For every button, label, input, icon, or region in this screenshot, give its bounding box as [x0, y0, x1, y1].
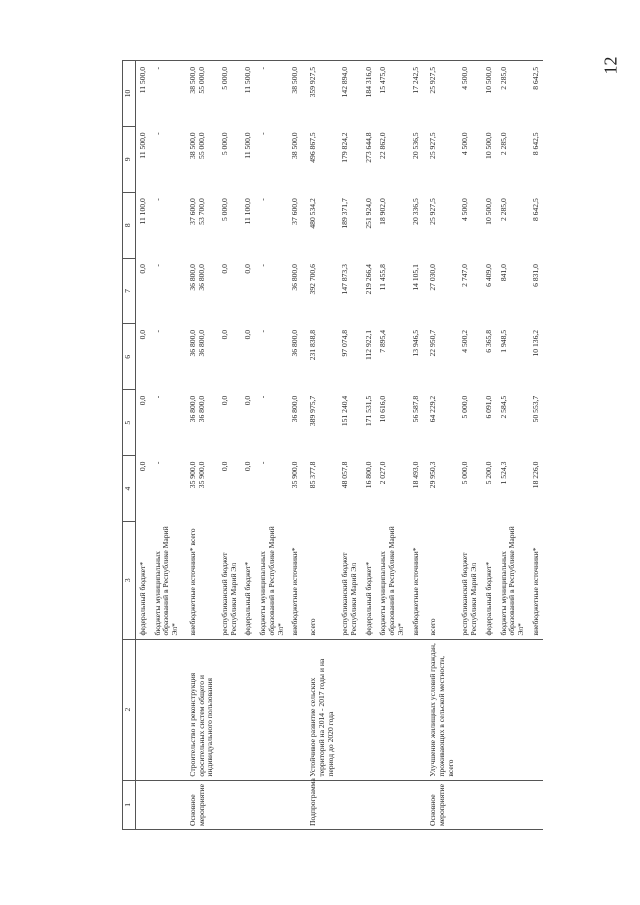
table-cell: 11 500,0: [138, 132, 147, 159]
table-cell: 184 316,0: [362, 61, 377, 127]
table-row: [529, 61, 544, 830]
table-cell: Строительство и реконструкция оросительных систем общего и индивидуального пользования: [183, 639, 218, 780]
column-header: 5: [123, 390, 136, 456]
table-cell: [458, 639, 481, 780]
table-cell: 0,0: [138, 461, 147, 472]
table-cell: [338, 639, 361, 780]
table-cell: 14 105,1: [410, 264, 420, 291]
table-cell: 64 229,2: [428, 395, 438, 423]
table-cell: 389 975,7: [308, 395, 318, 427]
table-cell: 0,0: [220, 395, 230, 406]
table-cell: 5 000,0: [220, 198, 230, 222]
table-cell: -: [256, 61, 288, 127]
table-cell: 0,0: [243, 395, 253, 406]
table-cell: -: [152, 198, 162, 201]
table-cell: [151, 780, 183, 829]
table-cell: 1 524,3: [498, 461, 508, 485]
table-cell: 18 902,0: [378, 198, 388, 225]
table-cell: бюджеты муниципальных образований в Республике Марий Эл*: [151, 521, 183, 639]
table-cell: 85 377,8: [308, 461, 318, 489]
table-cell: 6 365,8: [483, 329, 493, 353]
table-cell: 231 838,8: [308, 329, 318, 361]
table-cell: 0,0: [220, 329, 230, 340]
page-number: 12: [600, 56, 621, 75]
table-row: [376, 61, 408, 830]
table-cell: -: [152, 264, 162, 267]
column-header: 3: [123, 521, 136, 639]
table-cell: 25 927,5: [428, 132, 438, 159]
table-cell: 0,0: [220, 264, 230, 274]
table-cell: [136, 780, 151, 829]
table-cell: Основное мероприятие: [183, 780, 218, 829]
table-cell: [529, 780, 544, 829]
table-cell: бюджеты муниципальных образований в Республике Марий Эл*: [256, 521, 288, 639]
table-cell: [241, 780, 256, 829]
table-cell: -: [258, 461, 268, 465]
table-cell: Улучшение жилищных условий граждан, проживающих в сельской местности, всего: [423, 639, 458, 780]
table-row: [303, 61, 338, 830]
table-cell: 18 226,0: [530, 461, 540, 489]
table-cell: [151, 639, 183, 780]
table-cell: [482, 780, 497, 829]
table-cell: 2 285,0: [498, 198, 508, 222]
table-cell: 38 500,0: [288, 61, 303, 127]
table-cell: Устойчивое развитие сельских территорий на 2014 - 2017 годы и на период до 2020 года: [303, 639, 338, 780]
table-cell: 11 500,0: [241, 61, 256, 127]
table-row: [458, 61, 481, 830]
table-cell: 48 057,8: [340, 461, 350, 489]
table-cell: 10 136,2: [530, 329, 540, 357]
table-cell: 35 900,0: [290, 461, 300, 489]
table-cell: 36 800,0 36 800,0: [187, 264, 206, 291]
table-cell: 4 500,0: [460, 198, 470, 222]
table-cell: 25 927,5: [428, 198, 438, 225]
table-row: [288, 61, 303, 830]
table-cell: 10 500,0: [482, 61, 497, 127]
table-cell: [218, 780, 241, 829]
table-cell: 50 553,7: [530, 395, 540, 423]
table-cell: 0,0: [138, 264, 147, 274]
table-cell: 20 536,5: [410, 132, 420, 159]
column-header: 8: [123, 192, 136, 258]
table-cell: Подпрограмма: [303, 780, 338, 829]
table-cell: 37 600,0 53 700,0: [187, 198, 206, 225]
table-cell: 5 000,0: [460, 461, 470, 485]
column-header: 10: [123, 61, 136, 127]
table-cell: 11 100,0: [243, 198, 253, 225]
column-header: 9: [123, 126, 136, 192]
budget-table: [122, 60, 543, 830]
table-cell: [338, 780, 361, 829]
table-cell: -: [258, 264, 268, 267]
table-cell: 27 030,0: [428, 264, 438, 291]
table-cell: 0,0: [220, 461, 230, 472]
table-cell: [362, 639, 377, 780]
table-cell: [529, 639, 544, 780]
table-cell: 11 100,0: [138, 198, 147, 225]
table-cell: 37 600,0: [290, 198, 300, 225]
table-cell: 35 900,0 35 900,0: [187, 461, 206, 489]
table-cell: 171 531,5: [363, 395, 373, 427]
table-cell: -: [152, 132, 162, 135]
table-cell: 10 616,0: [378, 395, 388, 423]
table-cell: 36 800,0 36 800,0: [187, 329, 206, 357]
table-cell: [136, 639, 151, 780]
table-cell: Основное мероприятие: [423, 780, 458, 829]
table-cell: 5 000,0: [460, 395, 470, 419]
table-cell: [218, 639, 241, 780]
table-row: [409, 61, 424, 830]
table-row: [151, 61, 183, 830]
table-cell: [409, 639, 424, 780]
table-cell: 17 242,5: [409, 61, 424, 127]
table-cell: 38 500,0 55 000,0: [183, 61, 218, 127]
table-cell: 5 200,0: [483, 461, 493, 485]
table-cell: 151 240,4: [340, 395, 350, 427]
table-cell: 6 831,0: [530, 264, 540, 287]
table-cell: 5 000,0: [220, 132, 230, 156]
table-cell: [482, 639, 497, 780]
table-cell: [409, 780, 424, 829]
table-cell: 56 587,8: [410, 395, 420, 423]
table-cell: [241, 639, 256, 780]
table-cell: внебюджетные источники*: [529, 521, 544, 639]
table-cell: 0,0: [243, 461, 253, 472]
column-header: 6: [123, 324, 136, 390]
table-cell: 0,0: [243, 329, 253, 340]
table-cell: 11 500,0: [136, 61, 151, 127]
table-cell: 11 455,8: [378, 264, 388, 291]
table-cell: бюджеты муниципальных образований в Республике Марий Эл*: [497, 521, 529, 639]
table-cell: 112 922,1: [363, 329, 373, 361]
table-cell: 179 824,2: [340, 132, 350, 163]
table-cell: внебюджетные источники* всего: [183, 521, 218, 639]
table-cell: -: [152, 461, 162, 465]
table-cell: республиканский бюджет Республики Марий Эл: [458, 521, 481, 639]
table-cell: 496 867,5: [308, 132, 318, 163]
table-cell: 8 642,5: [530, 132, 540, 156]
table-row: [183, 61, 218, 830]
table-cell: 8 642,5: [529, 61, 544, 127]
table-cell: всего: [423, 521, 458, 639]
table-cell: бюджеты муниципальных образований в Республике Марий Эл*: [376, 521, 408, 639]
table-cell: [362, 780, 377, 829]
table-cell: 10 500,0: [483, 132, 493, 159]
table-cell: 1 948,5: [498, 329, 508, 353]
table-cell: -: [152, 395, 162, 399]
table-cell: 219 266,4: [363, 264, 373, 295]
table-cell: внебюджетные источники*: [288, 521, 303, 639]
table-row: [218, 61, 241, 830]
table-cell: 22 862,0: [378, 132, 388, 159]
table-cell: 5 000,0: [218, 61, 241, 127]
table-cell: 2 027,0: [378, 461, 388, 485]
column-header: 1: [123, 780, 136, 829]
table-cell: федеральный бюджет*: [136, 521, 151, 639]
table-cell: 2 285,0: [498, 132, 508, 156]
table-cell: -: [151, 61, 183, 127]
table-cell: [256, 639, 288, 780]
table-row: [338, 61, 361, 830]
table-cell: 36 800,0 36 800,0: [187, 395, 206, 423]
table-cell: 22 950,7: [428, 329, 438, 357]
table-cell: 4 500,2: [460, 329, 470, 353]
table-cell: 0,0: [243, 264, 253, 274]
table-cell: [376, 780, 408, 829]
table-cell: 36 800,0: [290, 264, 300, 291]
table-cell: 0,0: [138, 395, 147, 406]
column-header: 7: [123, 258, 136, 324]
table-cell: 359 927,5: [303, 61, 338, 127]
table-cell: внебюджетные источники*: [409, 521, 424, 639]
table-cell: 2 584,5: [498, 395, 508, 419]
table-cell: 8 642,5: [530, 198, 540, 222]
table-cell: 2 285,0: [497, 61, 529, 127]
table-cell: [376, 639, 408, 780]
table-cell: 29 950,3: [428, 461, 438, 489]
table-cell: 6 409,0: [483, 264, 493, 287]
table-row: [497, 61, 529, 830]
table-cell: 16 800,0: [363, 461, 373, 489]
table-cell: 97 074,8: [340, 329, 350, 357]
table-cell: всего: [303, 521, 338, 639]
column-number-row: [123, 61, 136, 830]
table-cell: 10 500,0: [483, 198, 493, 225]
table-cell: 7 895,4: [378, 329, 388, 353]
table-cell: -: [258, 395, 268, 399]
table-cell: [256, 780, 288, 829]
table-cell: 273 644,8: [363, 132, 373, 163]
table-cell: [458, 780, 481, 829]
table-row: [362, 61, 377, 830]
table-cell: [288, 639, 303, 780]
table-cell: 0,0: [138, 329, 147, 340]
table-cell: 18 493,0: [410, 461, 420, 489]
table-cell: [497, 780, 529, 829]
table-cell: -: [258, 198, 268, 201]
column-header: 4: [123, 456, 136, 522]
table-cell: 142 894,0: [338, 61, 361, 127]
table-row: [241, 61, 256, 830]
table-cell: федеральный бюджет*: [241, 521, 256, 639]
table-cell: 4 500,0: [460, 132, 470, 156]
table-cell: 480 534,2: [308, 198, 318, 229]
table-cell: федеральный бюджет*: [362, 521, 377, 639]
table-cell: -: [258, 132, 268, 135]
table-row: [256, 61, 288, 830]
table-cell: 6 091,0: [483, 395, 493, 419]
table-row: [423, 61, 458, 830]
table-cell: 20 336,5: [410, 198, 420, 225]
table-cell: 392 700,6: [308, 264, 318, 295]
table-cell: 36 800,0: [290, 395, 300, 423]
table-cell: 36 800,0: [290, 329, 300, 357]
table-cell: [288, 780, 303, 829]
rotated-table-wrapper: [122, 60, 552, 830]
table-cell: республиканский бюджет Республики Марий Эл: [338, 521, 361, 639]
table-cell: 11 500,0: [243, 132, 253, 159]
table-cell: 841,0: [498, 264, 508, 282]
table-cell: 2 747,0: [460, 264, 470, 287]
table-cell: 38 500,0: [290, 132, 300, 159]
table-cell: 15 475,0: [376, 61, 408, 127]
table-cell: 147 873,3: [340, 264, 350, 295]
table-cell: -: [152, 329, 162, 333]
table-row: [136, 61, 151, 830]
table-cell: федеральный бюджет*: [482, 521, 497, 639]
table-cell: 25 927,5: [423, 61, 458, 127]
table-row: [482, 61, 497, 830]
table-cell: 38 500,0 55 000,0: [187, 132, 206, 159]
table-body: [136, 61, 544, 830]
table-cell: 251 924,0: [363, 198, 373, 229]
table-cell: 4 500,0: [458, 61, 481, 127]
table-cell: республиканский бюджет Республики Марий Эл: [218, 521, 241, 639]
table-cell: [497, 639, 529, 780]
column-header: 2: [123, 639, 136, 780]
table-cell: 13 946,5: [410, 329, 420, 357]
table-cell: -: [258, 329, 268, 333]
table-cell: 189 371,7: [340, 198, 350, 229]
